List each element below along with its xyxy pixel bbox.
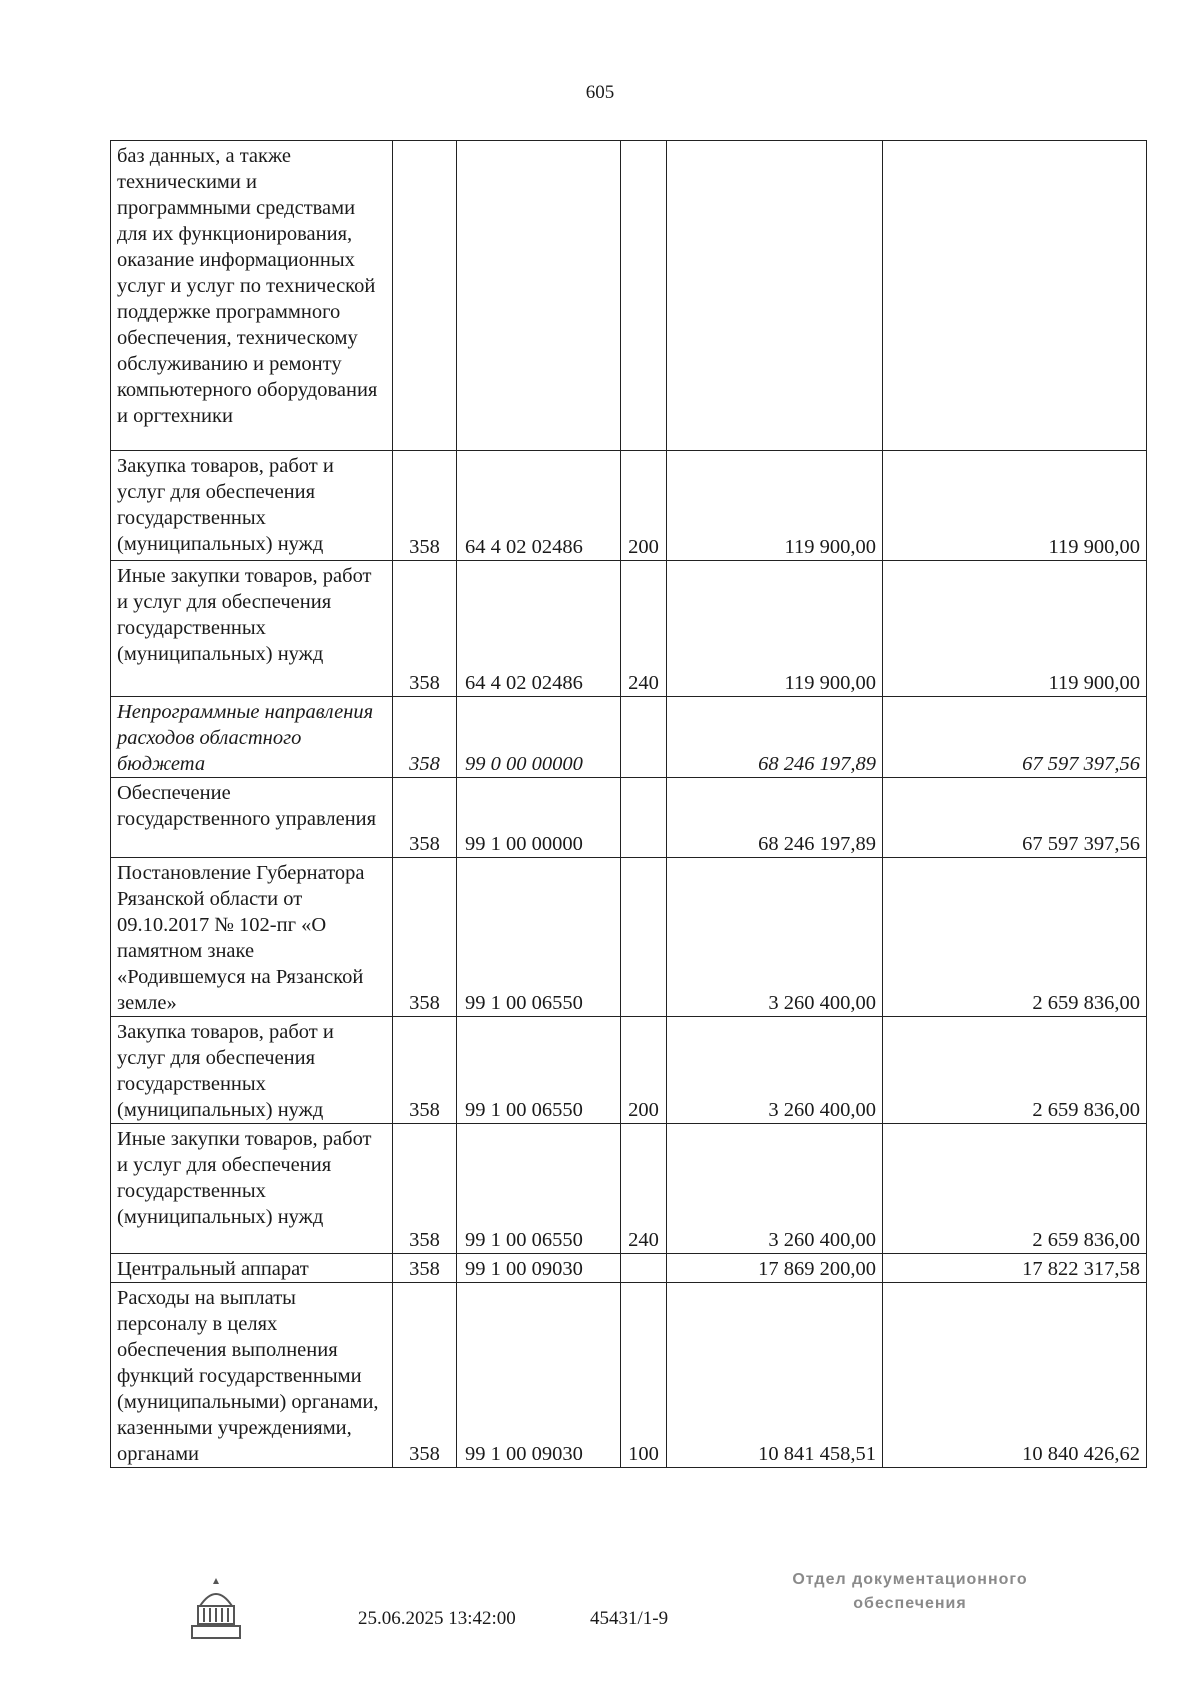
table-row [111,697,1147,778]
row-ved-cell: 358 [393,858,457,1017]
row-sum-executed-cell: 67 597 397,56 [883,778,1147,858]
stamp-line-1: Отдел документационного [792,1571,1028,1588]
row-kcsr-cell: 64 4 02 02486 [457,451,621,561]
row-name-cell: Закупка товаров, работ и услуг для обеспечения государственных (муниципальных) нужд [111,451,393,561]
row-kcsr-cell: 99 1 00 06550 [457,1124,621,1254]
row-sum-2025-cell: 119 900,00 [667,451,883,561]
footer-date: 25.06.2025 13:42:00 [358,1608,516,1629]
row-name-cell: Обеспечение государственного управления [111,778,393,858]
row-name-cell: Расходы на выплаты персоналу в целях обеспечения выполнения функций государственными (муниципальными) органами, казенными учреждениями, органами [111,1283,393,1468]
stamp-line-2: обеспечения [853,1595,967,1612]
page-number: 605 [585,82,615,103]
table-row [111,1124,1147,1254]
row-sum-executed-cell: 119 900,00 [883,451,1147,561]
row-kvr-cell [621,778,667,858]
budget-table [110,140,1147,1468]
row-ved-cell: 358 [393,1283,457,1468]
row-sum-2025-cell: 3 260 400,00 [667,1017,883,1124]
row-kcsr-cell: 64 4 02 02486 [457,561,621,697]
row-kvr-cell: 240 [621,1124,667,1254]
row-kcsr-cell: 99 1 00 06550 [457,1017,621,1124]
row-name-cell: Закупка товаров, работ и услуг для обеспечения государственных (муниципальных) нужд [111,1017,393,1124]
table-row [111,1017,1147,1124]
row-kvr-cell [621,1254,667,1283]
row-sum-2025-cell [667,141,883,451]
row-sum-executed-cell: 2 659 836,00 [883,1017,1147,1124]
table-row [111,561,1147,697]
row-kvr-cell: 240 [621,561,667,697]
row-sum-executed-cell: 119 900,00 [883,561,1147,697]
row-kvr-cell [621,697,667,778]
row-sum-2025-cell: 17 869 200,00 [667,1254,883,1283]
row-sum-executed-cell: 67 597 397,56 [883,697,1147,778]
row-sum-2025-cell: 3 260 400,00 [667,858,883,1017]
row-name-cell: Центральный аппарат [111,1254,393,1283]
row-kcsr-cell [457,141,621,451]
row-kcsr-cell: 99 1 00 06550 [457,858,621,1017]
table-row [111,141,1147,451]
row-sum-2025-cell: 3 260 400,00 [667,1124,883,1254]
row-ved-cell: 358 [393,697,457,778]
row-kvr-cell [621,141,667,451]
row-name-cell: баз данных, а также техническими и программными средствами для их функционирования, оказание информационных услуг и услуг по технической поддержке программного обеспечения, техническому обслуживанию и ремонту компьютерного оборудования и оргтехники [111,141,393,451]
row-name-cell: Иные закупки товаров, работ и услуг для обеспечения государственных (муниципальных) нужд [111,1124,393,1254]
row-name-cell: Иные закупки товаров, работ и услуг для обеспечения государственных (муниципальных) нужд [111,561,393,697]
row-kcsr-cell: 99 1 00 09030 [457,1254,621,1283]
table-row [111,1283,1147,1468]
table-row [111,1254,1147,1283]
table-row [111,451,1147,561]
row-sum-2025-cell: 119 900,00 [667,561,883,697]
row-kcsr-cell: 99 0 00 00000 [457,697,621,778]
row-name-cell: Непрограммные направления расходов областного бюджета [111,697,393,778]
table-row [111,858,1147,1017]
row-kcsr-cell: 99 1 00 00000 [457,778,621,858]
duma-logo-icon [186,1572,246,1642]
row-kvr-cell: 200 [621,451,667,561]
row-ved-cell: 358 [393,1124,457,1254]
row-ved-cell: 358 [393,451,457,561]
row-name-cell: Постановление Губернатора Рязанской области от 09.10.2017 № 102-пг «О памятном знаке «Родившемуся на Рязанской земле» [111,858,393,1017]
table-row [111,778,1147,858]
budget-table-body [111,141,1147,1468]
row-ved-cell [393,141,457,451]
row-sum-2025-cell: 68 246 197,89 [667,697,883,778]
row-sum-executed-cell: 10 840 426,62 [883,1283,1147,1468]
row-sum-executed-cell: 2 659 836,00 [883,858,1147,1017]
row-kvr-cell: 100 [621,1283,667,1468]
row-sum-2025-cell: 10 841 458,51 [667,1283,883,1468]
footer-registration-number: 45431/1-9 [590,1608,669,1629]
department-stamp [760,1568,1060,1616]
row-ved-cell: 358 [393,778,457,858]
row-sum-executed-cell: 17 822 317,58 [883,1254,1147,1283]
row-sum-executed-cell: 2 659 836,00 [883,1124,1147,1254]
row-ved-cell: 358 [393,561,457,697]
row-sum-executed-cell [883,141,1147,451]
row-sum-2025-cell: 68 246 197,89 [667,778,883,858]
row-kvr-cell [621,858,667,1017]
row-ved-cell: 358 [393,1017,457,1124]
row-ved-cell: 358 [393,1254,457,1283]
row-kcsr-cell: 99 1 00 09030 [457,1283,621,1468]
row-kvr-cell: 200 [621,1017,667,1124]
